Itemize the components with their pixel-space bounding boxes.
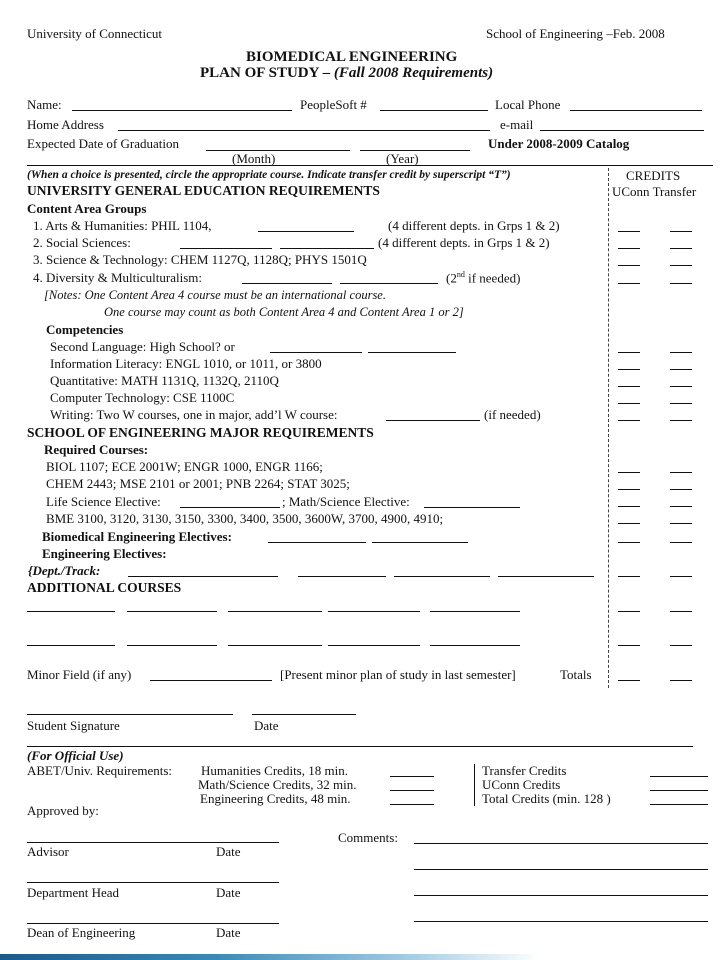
email-label: e-mail — [500, 117, 534, 132]
uconn-credit-blank[interactable] — [618, 576, 640, 577]
transfer-credits-label: Transfer Credits — [482, 763, 567, 778]
transfer-credit-blank[interactable] — [670, 576, 692, 577]
transfer-credit-blank[interactable] — [670, 523, 692, 524]
uconn-credit-blank[interactable] — [618, 231, 640, 232]
additional-field-10[interactable] — [430, 645, 520, 646]
university-name: University of Connecticut — [27, 26, 163, 41]
math-credits-label: Math/Science Credits, 32 min. — [198, 777, 357, 792]
dept-track-field[interactable] — [128, 576, 278, 577]
gen-ed-item-2-note: (4 different depts. in Grps 1 & 2) — [378, 235, 550, 250]
catalog-label: Under 2008-2009 Catalog — [488, 136, 630, 151]
uconn-credit-blank[interactable] — [618, 611, 640, 612]
transfer-credit-blank[interactable] — [670, 420, 692, 421]
credits-columns: UConn Transfer — [612, 184, 697, 199]
transfer-credit-blank[interactable] — [670, 403, 692, 404]
competency-writing-note: (if needed) — [484, 407, 541, 422]
gen-ed-item-2: 2. Social Sciences: — [33, 235, 131, 250]
notes-line-1: [Notes: One Content Area 4 course must be an international course. — [44, 288, 386, 302]
additional-heading: ADDITIONAL COURSES — [27, 580, 182, 595]
second-language-field-2[interactable] — [368, 352, 456, 353]
official-divider — [27, 746, 693, 747]
gen-ed-item-1-note: (4 different depts. in Grps 1 & 2) — [388, 218, 560, 233]
transfer-credits-field[interactable] — [650, 776, 708, 777]
minor-note: [Present minor plan of study in last semester] — [280, 667, 516, 682]
uconn-credit-blank[interactable] — [618, 352, 640, 353]
additional-field-2[interactable] — [127, 611, 217, 612]
total-credits-label: Total Credits (min. 128 ) — [482, 791, 611, 806]
comments-line-2[interactable] — [414, 869, 708, 870]
competency-info-literacy: Information Literacy: ENGL 1010, or 1011, or 3800 — [50, 356, 322, 371]
dean-label: Dean of Engineering — [27, 925, 136, 940]
social-sciences-field-1[interactable] — [180, 248, 272, 249]
approved-by-label: Approved by: — [27, 803, 99, 818]
competencies-heading: Competencies — [46, 322, 124, 337]
uconn-credit-blank[interactable] — [618, 283, 640, 284]
humanities-credits-field[interactable] — [390, 776, 434, 777]
footer-bar — [0, 954, 720, 960]
eng-elective-field-1[interactable] — [298, 576, 386, 577]
life-science-field[interactable] — [180, 507, 280, 508]
comments-label: Comments: — [338, 830, 398, 845]
home-address-label: Home Address — [27, 117, 104, 132]
dean-signature-field[interactable] — [27, 923, 279, 924]
required-line-4: BME 3100, 3120, 3130, 3150, 3300, 3400, 3500, 3600W, 3700, 4900, 4910; — [46, 511, 444, 526]
engineering-credits-label: Engineering Credits, 48 min. — [200, 791, 351, 806]
email-field[interactable] — [540, 130, 704, 131]
humanities-credits-label: Humanities Credits, 18 min. — [201, 763, 348, 778]
student-signature-field[interactable] — [27, 714, 233, 715]
required-line-1: BIOL 1107; ECE 2001W; ENGR 1000, ENGR 1166; — [46, 459, 323, 474]
grad-month-field[interactable] — [206, 150, 350, 151]
credits-column-divider — [608, 168, 609, 688]
engineering-credits-field[interactable] — [390, 804, 434, 805]
additional-field-5[interactable] — [430, 611, 520, 612]
eng-elective-field-2[interactable] — [394, 576, 490, 577]
comments-line-4[interactable] — [414, 921, 708, 922]
comments-line-1[interactable] — [414, 843, 708, 844]
bme-electives-label: Biomedical Engineering Electives: — [42, 529, 232, 544]
form-title: BIOMEDICAL ENGINEERING — [246, 49, 458, 65]
transfer-credit-blank[interactable] — [670, 283, 692, 284]
uconn-credit-blank[interactable] — [618, 489, 640, 490]
uconn-credit-blank[interactable] — [618, 403, 640, 404]
uconn-credit-blank[interactable] — [618, 645, 640, 646]
dept-track-label: {Dept./Track: — [28, 563, 101, 578]
life-science-label: Life Science Elective: — [46, 494, 161, 509]
transfer-credit-blank[interactable] — [670, 506, 692, 507]
uconn-credit-blank[interactable] — [618, 420, 640, 421]
additional-field-6[interactable] — [27, 645, 115, 646]
signature-date-field[interactable] — [252, 714, 356, 715]
home-address-field[interactable] — [118, 130, 490, 131]
diversity-field-2[interactable] — [340, 283, 438, 284]
dept-head-date-label: Date — [216, 885, 241, 900]
uconn-credit-blank[interactable] — [618, 680, 640, 681]
transfer-credit-blank[interactable] — [670, 489, 692, 490]
uconn-credit-blank[interactable] — [618, 386, 640, 387]
transfer-credit-blank[interactable] — [670, 265, 692, 266]
additional-field-8[interactable] — [228, 645, 322, 646]
arts-humanities-field[interactable] — [258, 231, 354, 232]
advisor-date-label: Date — [216, 844, 241, 859]
transfer-credit-blank[interactable] — [670, 645, 692, 646]
section-divider — [27, 165, 713, 166]
local-phone-field[interactable] — [570, 110, 702, 111]
year-label: (Year) — [386, 151, 419, 166]
advisor-signature-field[interactable] — [27, 842, 279, 843]
official-column-divider — [474, 764, 475, 806]
math-science-label: ; Math/Science Elective: — [282, 494, 410, 509]
abet-label: ABET/Univ. Requirements: — [27, 763, 173, 778]
dept-head-signature-field[interactable] — [27, 882, 279, 883]
competency-quantitative: Quantitative: MATH 1131Q, 1132Q, 2110Q — [50, 373, 279, 388]
uconn-credit-blank[interactable] — [618, 506, 640, 507]
grad-date-label: Expected Date of Graduation — [27, 136, 179, 151]
bme-elective-field-1[interactable] — [268, 542, 366, 543]
uconn-credits-label: UConn Credits — [482, 777, 561, 792]
advisor-label: Advisor — [27, 844, 69, 859]
totals-label: Totals — [560, 667, 592, 682]
gen-ed-item-1: 1. Arts & Humanities: PHIL 1104, — [33, 218, 212, 233]
student-signature-label: Student Signature — [27, 718, 120, 733]
transfer-credit-blank[interactable] — [670, 248, 692, 249]
additional-field-4[interactable] — [328, 611, 420, 612]
peoplesoft-field[interactable] — [380, 110, 488, 111]
second-language-field-1[interactable] — [270, 352, 362, 353]
required-courses-heading: Required Courses: — [44, 442, 149, 457]
instructions: (When a choice is presented, circle the appropriate course. Indicate transfer credit by superscript “T”) — [27, 169, 511, 181]
peoplesoft-label: PeopleSoft # — [300, 97, 367, 112]
total-credits-field[interactable] — [650, 804, 708, 805]
diversity-field-1[interactable] — [242, 283, 332, 284]
social-sciences-field-2[interactable] — [280, 248, 374, 249]
minor-label: Minor Field (if any) — [27, 667, 132, 682]
uconn-credit-blank[interactable] — [618, 523, 640, 524]
content-groups-heading: Content Area Groups — [27, 201, 147, 216]
uconn-credit-blank[interactable] — [618, 542, 640, 543]
transfer-credit-blank[interactable] — [670, 680, 692, 681]
official-heading: (For Official Use) — [27, 748, 124, 763]
competency-writing: Writing: Two W courses, one in major, add’l W course: — [50, 407, 338, 422]
eng-electives-label: Engineering Electives: — [42, 546, 167, 561]
uconn-credit-blank[interactable] — [618, 472, 640, 473]
form-subtitle: PLAN OF STUDY – (Fall 2008 Requirements) — [200, 65, 494, 81]
gen-ed-item-3: 3. Science & Technology: CHEM 1127Q, 1128Q; PHYS 1501Q — [33, 252, 367, 267]
uconn-credit-blank[interactable] — [618, 369, 640, 370]
transfer-credit-blank[interactable] — [670, 386, 692, 387]
transfer-credit-blank[interactable] — [670, 369, 692, 370]
minor-field[interactable] — [150, 680, 272, 681]
uconn-credit-blank[interactable] — [618, 248, 640, 249]
required-line-2: CHEM 2443; MSE 2101 or 2001; PNB 2264; STAT 3025; — [46, 476, 350, 491]
local-phone-label: Local Phone — [495, 97, 561, 112]
transfer-credit-blank[interactable] — [670, 472, 692, 473]
additional-field-1[interactable] — [27, 611, 115, 612]
competency-language: Second Language: High School? or — [50, 339, 235, 354]
dept-head-label: Department Head — [27, 885, 120, 900]
school-date: School of Engineering –Feb. 2008 — [486, 26, 665, 41]
transfer-credit-blank[interactable] — [670, 231, 692, 232]
additional-field-7[interactable] — [127, 645, 217, 646]
gen-ed-item-4: 4. Diversity & Multiculturalism: — [33, 270, 202, 285]
name-label: Name: — [27, 97, 62, 112]
bme-elective-field-2[interactable] — [372, 542, 468, 543]
signature-date-label: Date — [254, 718, 279, 733]
major-heading: SCHOOL OF ENGINEERING MAJOR REQUIREMENTS — [27, 425, 374, 440]
transfer-credit-blank[interactable] — [670, 352, 692, 353]
competency-computer: Computer Technology: CSE 1100C — [50, 390, 235, 405]
name-field[interactable] — [72, 110, 292, 111]
month-label: (Month) — [232, 151, 276, 166]
writing-course-field[interactable] — [386, 420, 480, 421]
eng-elective-field-3[interactable] — [498, 576, 594, 577]
math-credits-field[interactable] — [390, 790, 434, 791]
gen-ed-item-4-note: (2nd if needed) — [446, 270, 521, 286]
dean-date-label: Date — [216, 925, 241, 940]
additional-field-9[interactable] — [328, 645, 420, 646]
notes-line-2: One course may count as both Content Area 4 and Content Area 1 or 2] — [104, 305, 464, 319]
transfer-credit-blank[interactable] — [670, 611, 692, 612]
comments-line-3[interactable] — [414, 895, 708, 896]
transfer-credit-blank[interactable] — [670, 542, 692, 543]
credits-header: CREDITS — [626, 168, 681, 183]
math-science-field[interactable] — [424, 507, 520, 508]
additional-field-3[interactable] — [228, 611, 322, 612]
uconn-credit-blank[interactable] — [618, 265, 640, 266]
gen-ed-heading: UNIVERSITY GENERAL EDUCATION REQUIREMENTS — [27, 183, 380, 198]
uconn-credits-field[interactable] — [650, 790, 708, 791]
